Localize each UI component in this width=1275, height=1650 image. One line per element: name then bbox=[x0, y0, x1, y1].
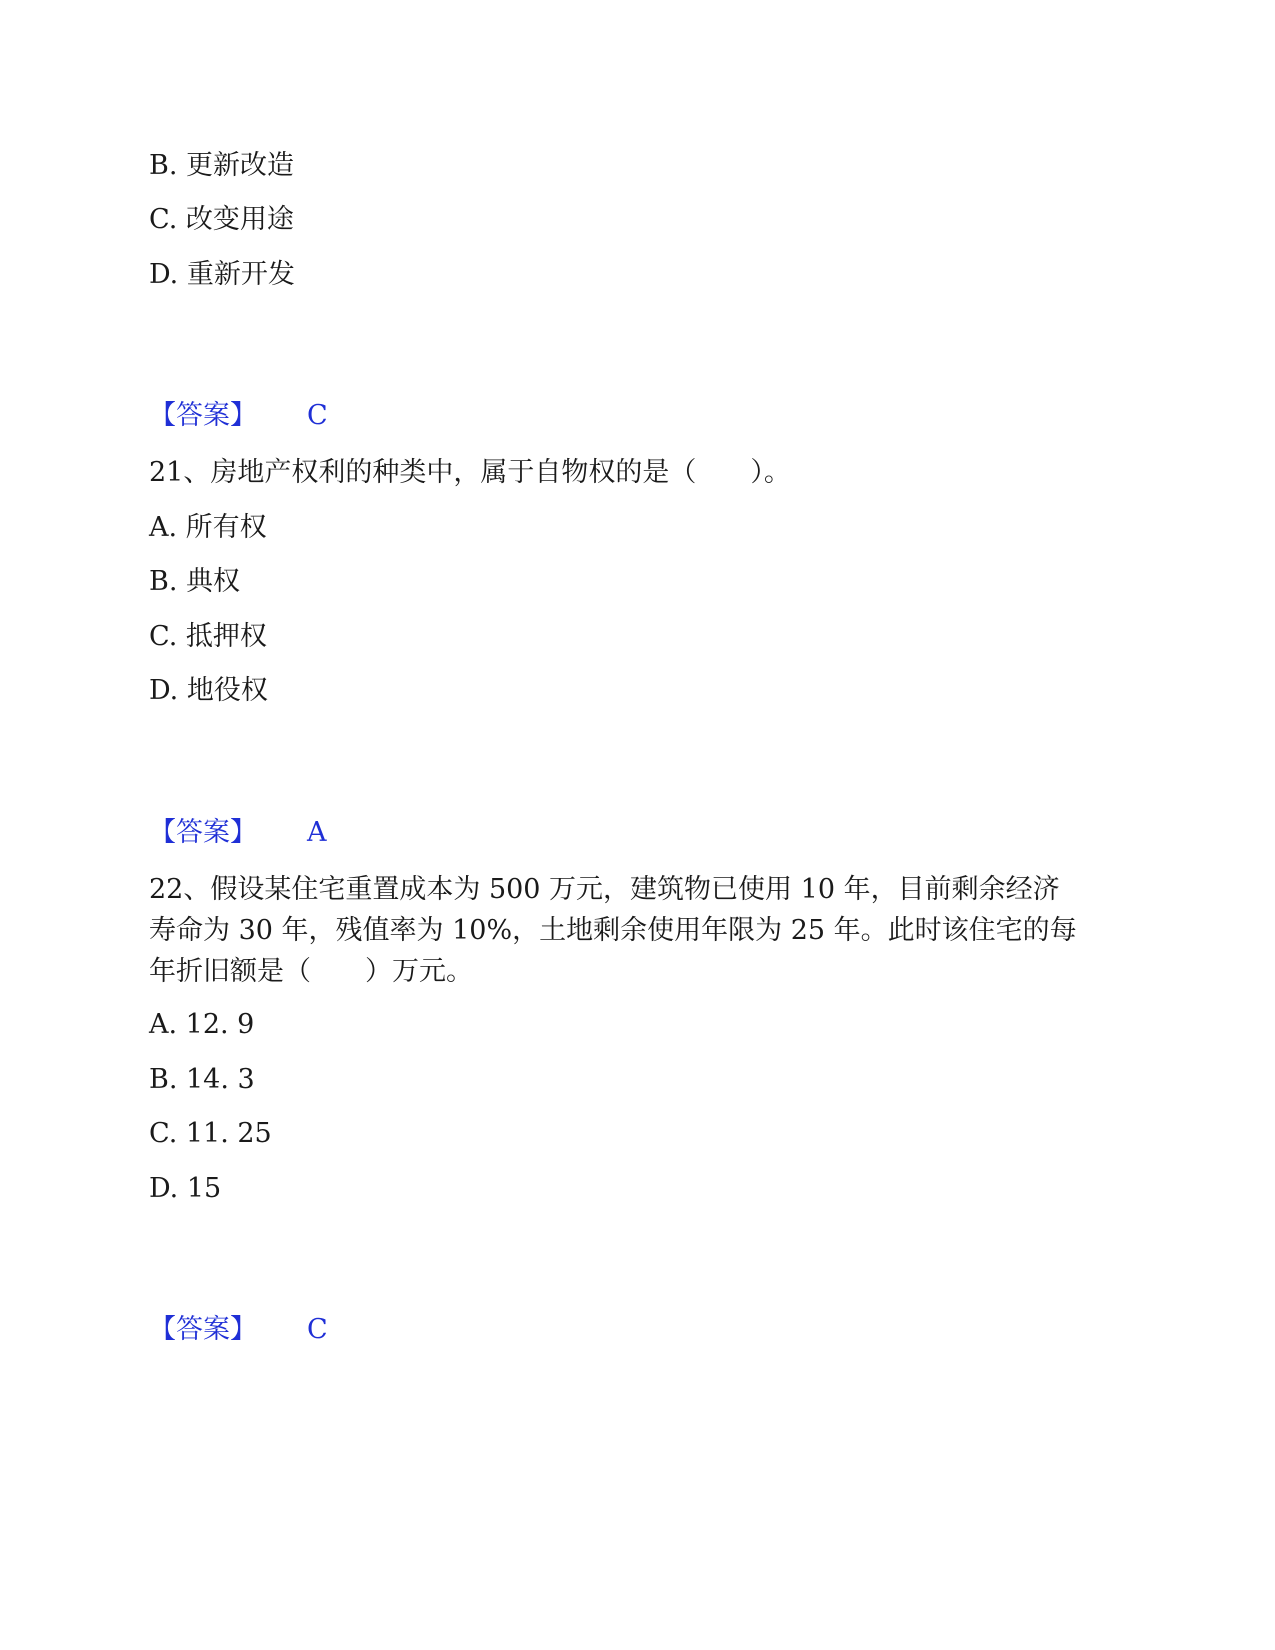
question-22-line-2: 寿命为 30 年，残值率为 10%，土地剩余使用年限为 25 年。此时该住宅的每 bbox=[149, 915, 1077, 946]
q21-option-d: D. 地役权 bbox=[149, 675, 268, 706]
answer-value: C bbox=[307, 400, 328, 431]
question-22-line-3: 年折旧额是（ ）万元。 bbox=[149, 956, 473, 987]
q21-option-c: C. 抵押权 bbox=[149, 621, 267, 652]
q22-option-d: D. 15 bbox=[149, 1173, 222, 1204]
q22-answer-row bbox=[149, 1312, 328, 1348]
q21-option-a: A. 所有权 bbox=[149, 512, 267, 543]
q21-option-b: B. 典权 bbox=[149, 566, 241, 597]
question-22-line-1: 22、假设某住宅重置成本为 500 万元，建筑物已使用 10 年，目前剩余经济 bbox=[149, 874, 1060, 905]
q21-answer-row bbox=[149, 815, 327, 851]
answer-row bbox=[149, 398, 328, 434]
q22-option-c: C. 11. 25 bbox=[149, 1118, 272, 1149]
option-c: C. 改变用途 bbox=[149, 204, 294, 235]
q22-answer-label: 【答案】 bbox=[149, 1314, 257, 1345]
q22-option-a: A. 12. 9 bbox=[149, 1009, 255, 1040]
option-d: D. 重新开发 bbox=[149, 259, 295, 290]
q21-answer-value: A bbox=[307, 817, 327, 848]
option-b: B. 更新改造 bbox=[149, 150, 295, 181]
q21-answer-label: 【答案】 bbox=[149, 817, 257, 848]
question-21: 21、房地产权利的种类中，属于自物权的是（ ）。 bbox=[149, 457, 791, 488]
q22-option-b: B. 14. 3 bbox=[149, 1064, 255, 1095]
q22-answer-value: C bbox=[307, 1314, 328, 1345]
answer-label: 【答案】 bbox=[149, 400, 257, 431]
